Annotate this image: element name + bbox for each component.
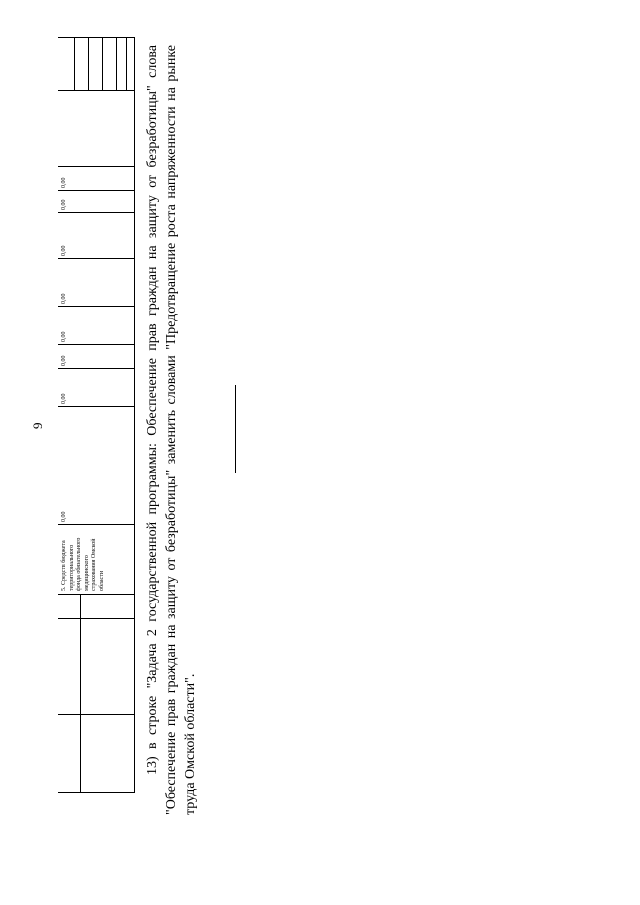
table-cell-value [58, 406, 134, 524]
value-cell: 0,00 [61, 245, 67, 256]
table-cell [58, 90, 134, 166]
value-cell: 0,00 [61, 331, 67, 342]
value-cell: 0,00 [61, 355, 67, 366]
amendment-text: 13) в строке "Задача 2 государственной программы: Обеспечение прав граждан на защиту от безработицы" слова "Обеспечение прав граждан на защиту от безработицы" заменить словами "Предотвращение роста напряженности на рынке труда Омской области". [145, 45, 198, 815]
value-cell: 0,00 [61, 293, 67, 304]
table-cell-value [58, 368, 134, 406]
table-cell [58, 714, 134, 792]
table-cell [58, 594, 134, 618]
table-cell-value [58, 166, 134, 190]
page-number: 9 [30, 422, 45, 429]
table-cell [58, 618, 134, 714]
table-cell-source [58, 524, 134, 594]
table-cell-value [58, 190, 134, 212]
amendment-paragraph [143, 45, 200, 815]
table-cell-value [58, 258, 134, 306]
table-cell-value [58, 344, 134, 368]
separator-line [235, 385, 236, 473]
value-cell: 0,00 [61, 199, 67, 210]
value-cell: 0,00 [61, 177, 67, 188]
value-cell: 0,00 [61, 393, 67, 404]
funding-source-label: 5. Средств бюджета территориального фонда обязательного медицинского страхования Омской области [61, 537, 105, 591]
table-cell-value [58, 306, 134, 344]
budget-table [58, 37, 135, 793]
table-cell [58, 37, 134, 90]
value-cell: 0,00 [61, 511, 67, 522]
table-cell-value [58, 212, 134, 258]
